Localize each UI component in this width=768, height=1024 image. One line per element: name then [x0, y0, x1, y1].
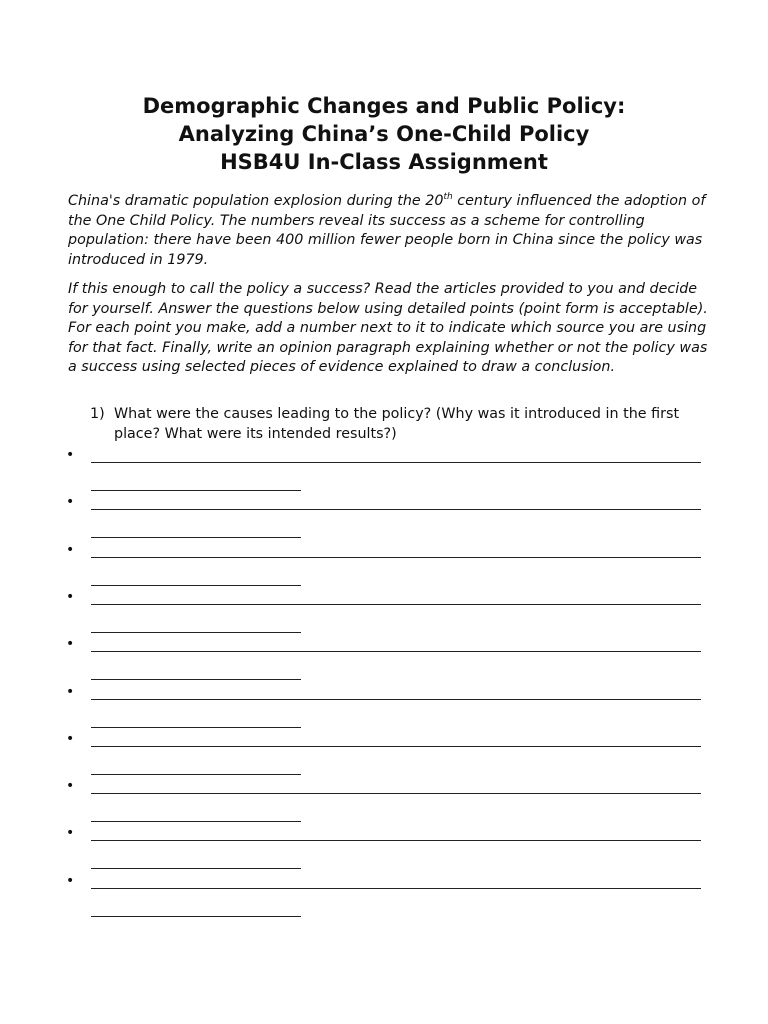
answer-bullet: •	[66, 825, 75, 842]
answer-line[interactable]	[91, 840, 701, 841]
answer-line-continuation[interactable]	[91, 537, 301, 538]
answer-bullet: •	[66, 683, 75, 700]
answer-line-continuation[interactable]	[91, 916, 301, 917]
question-number: 1)	[90, 406, 105, 422]
answer-line[interactable]	[91, 746, 701, 747]
answer-bullet: •	[66, 778, 75, 795]
answer-bullet: •	[66, 730, 75, 747]
answer-line[interactable]	[91, 699, 701, 700]
answer-line-continuation[interactable]	[91, 632, 301, 633]
intro-text-part-2: century influenced the adoption of the One Child Policy. The numbers reveal its success as a scheme for controlling population: there have been 400 million fewer people born in China since the policy was introduced in 1979.	[68, 193, 706, 268]
answer-line[interactable]	[91, 462, 701, 463]
title-line-3: HSB4U In-Class Assignment	[220, 150, 548, 174]
answer-bullet: •	[66, 872, 75, 889]
answer-line-continuation[interactable]	[91, 585, 301, 586]
answer-line[interactable]	[91, 651, 701, 652]
answer-bullet: •	[66, 494, 75, 511]
answer-bullet: •	[66, 541, 75, 558]
answer-line[interactable]	[91, 888, 701, 889]
answer-line-continuation[interactable]	[91, 727, 301, 728]
answer-line[interactable]	[91, 604, 701, 605]
intro-superscript: th	[443, 192, 453, 203]
answer-line[interactable]	[91, 509, 701, 510]
answer-bullet: •	[66, 447, 75, 463]
answer-bullet: •	[66, 588, 75, 605]
intro-text-part-1: China's dramatic population explosion during the 20	[68, 193, 444, 209]
answer-line-continuation[interactable]	[91, 774, 301, 775]
answer-line-continuation[interactable]	[91, 490, 301, 491]
answer-line-continuation[interactable]	[91, 821, 301, 822]
answer-line-continuation[interactable]	[91, 868, 301, 869]
answer-line-continuation[interactable]	[91, 679, 301, 680]
answer-line[interactable]	[91, 793, 701, 794]
title-line-2: Analyzing China’s One-Child Policy	[178, 122, 590, 146]
answer-bullet: •	[66, 636, 75, 653]
question-text: What were the causes leading to the policy? (Why was it introduced in the first place? What were its intended results?)	[114, 406, 680, 442]
title-line-1: Demographic Changes and Public Policy:	[142, 94, 626, 118]
answer-line[interactable]	[91, 557, 701, 558]
instructions-paragraph: If this enough to call the policy a success? Read the articles provided to you and decide for yourself. Answer the questions below using detailed points (point form is acceptable). For each point you make, add a number next to it to indicate which source you are using for that fact. Finally, write an opinion paragraph explaining whether or not the policy was a success using selected pieces of evidence explained to draw a conclusion.	[68, 281, 708, 375]
